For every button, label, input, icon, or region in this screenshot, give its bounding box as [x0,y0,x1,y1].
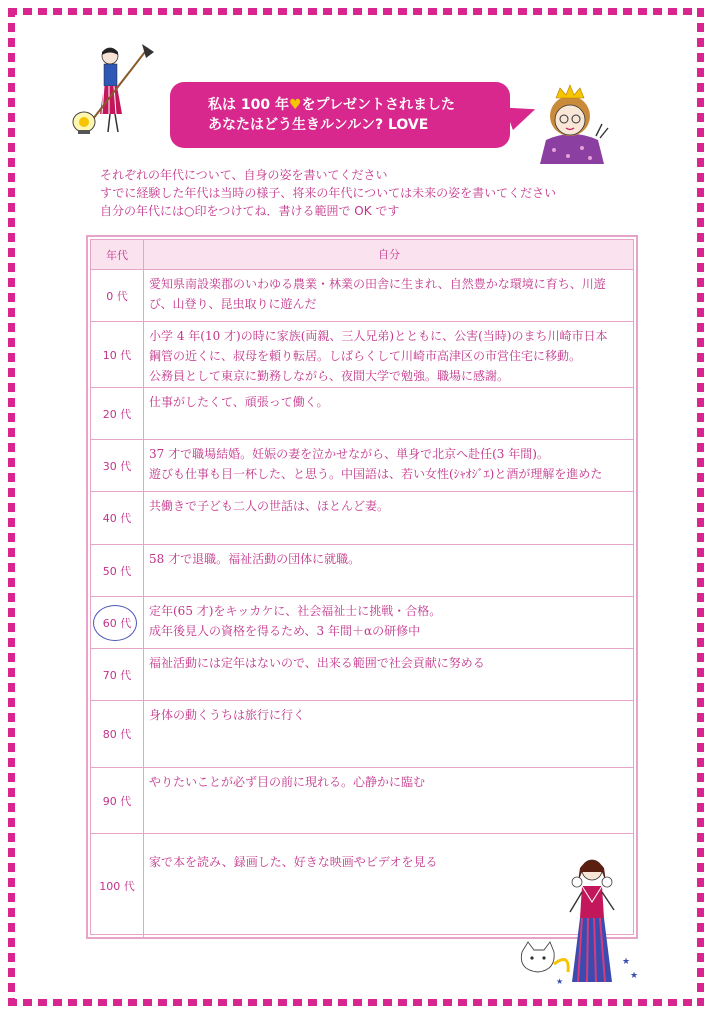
current-decade-circle-mark [93,605,137,641]
table-row [91,388,633,440]
life-decades-table [86,235,638,939]
instructions [100,166,620,220]
heart-icon: ♥ [288,97,302,113]
girl-with-cat-illustration [508,852,648,992]
decade-label: 50 代 [91,545,144,596]
instruction-line: すでに経験した年代は当時の様子、将来の年代については未来の姿を書いてください [100,186,557,200]
table-row [91,649,633,701]
decade-text: 仕事がしたくて、頑張って働く。 [149,395,329,409]
bubble-line-2: あなたはどう生きルンルン? LOVE [208,117,429,133]
girl-with-broom-illustration [66,42,156,140]
decade-text: 福祉活動には定年はないので、出来る範囲で社会貢献に努める [149,656,485,670]
decade-label: 100 代 [91,834,144,938]
header-age: 年代 [91,240,144,269]
table-row-current-decade [91,597,633,649]
decade-text: 58 才で退職。福祉活動の団体に就職。 [149,552,361,566]
decade-label: 40 代 [91,492,144,544]
decade-text: 定年(65 才)をキッカケに、社会福祉士に挑戦・合格。 成年後見人の資格を得るため、3 年間＋αの研修中 [149,604,442,638]
table-row [91,545,633,597]
table-row [91,701,633,768]
decade-label: 60 代 [91,597,144,648]
decade-label: 0 代 [91,270,144,321]
bubble-line-1: 私は 100 年♥をプレゼントされました [208,97,455,113]
table-row [91,768,633,834]
instruction-line: 自分の年代には○印をつけてね．書ける範囲で OK です [100,204,400,218]
header-self: 自分 [378,247,400,261]
table-row [91,492,633,545]
decade-label: 20 代 [91,388,144,439]
decade-label: 70 代 [91,649,144,700]
decade-text: 愛知県南設楽郡のいわゆる農業・林業の田舎に生まれ、自然豊かな環境に育ち、川遊 び、山登り、昆虫取りに遊んだ [149,277,606,311]
table-row [91,270,633,322]
table-row [91,322,633,388]
table-header-row [91,240,633,270]
decade-text: 37 才で職場結婚。妊娠の妻を泣かせながら、単身で北京へ赴任(3 年間)。 遊びも仕事も目一杯した、と思う。中国語は、若い女性(ｼｬｵｼﾞｴ)と酒が理解を進めた [149,447,603,481]
decade-text: 身体の動くうちは旅行に行く [149,708,306,722]
decade-text: 共働きで子ども二人の世話は、ほとんど妻。 [149,499,390,513]
instruction-line: それぞれの年代について、自身の姿を書いてください [100,168,388,182]
decade-label: 10 代 [91,322,144,387]
svg-text:★: ★ [556,977,564,986]
decade-text: 家で本を読み、録画した、好きな映画やビデオを見る [149,855,438,869]
decade-text: やりたいことが必ず目の前に現れる。心静かに臨む [149,775,426,789]
decade-text: 小学 4 年(10 才)の時に家族(両親、三人兄弟)とともに、公害(当時)のまち川崎市日本 鋼管の近くに、叔母を頼り転居。しばらくして川崎市高津区の市営住宅に移動。 公務員として東京に勤務しながら、夜間大学で勉強。職場に感謝。 [149,329,608,383]
decade-label: 30 代 [91,440,144,491]
decade-label: 90 代 [91,768,144,833]
table-inner-border [90,239,634,935]
speech-bubble [170,82,510,148]
svg-text:★: ★ [630,971,639,981]
woman-with-crown-illustration [524,80,620,164]
svg-text:★: ★ [622,957,631,967]
table-row [91,440,633,492]
decade-label: 80 代 [91,701,144,767]
